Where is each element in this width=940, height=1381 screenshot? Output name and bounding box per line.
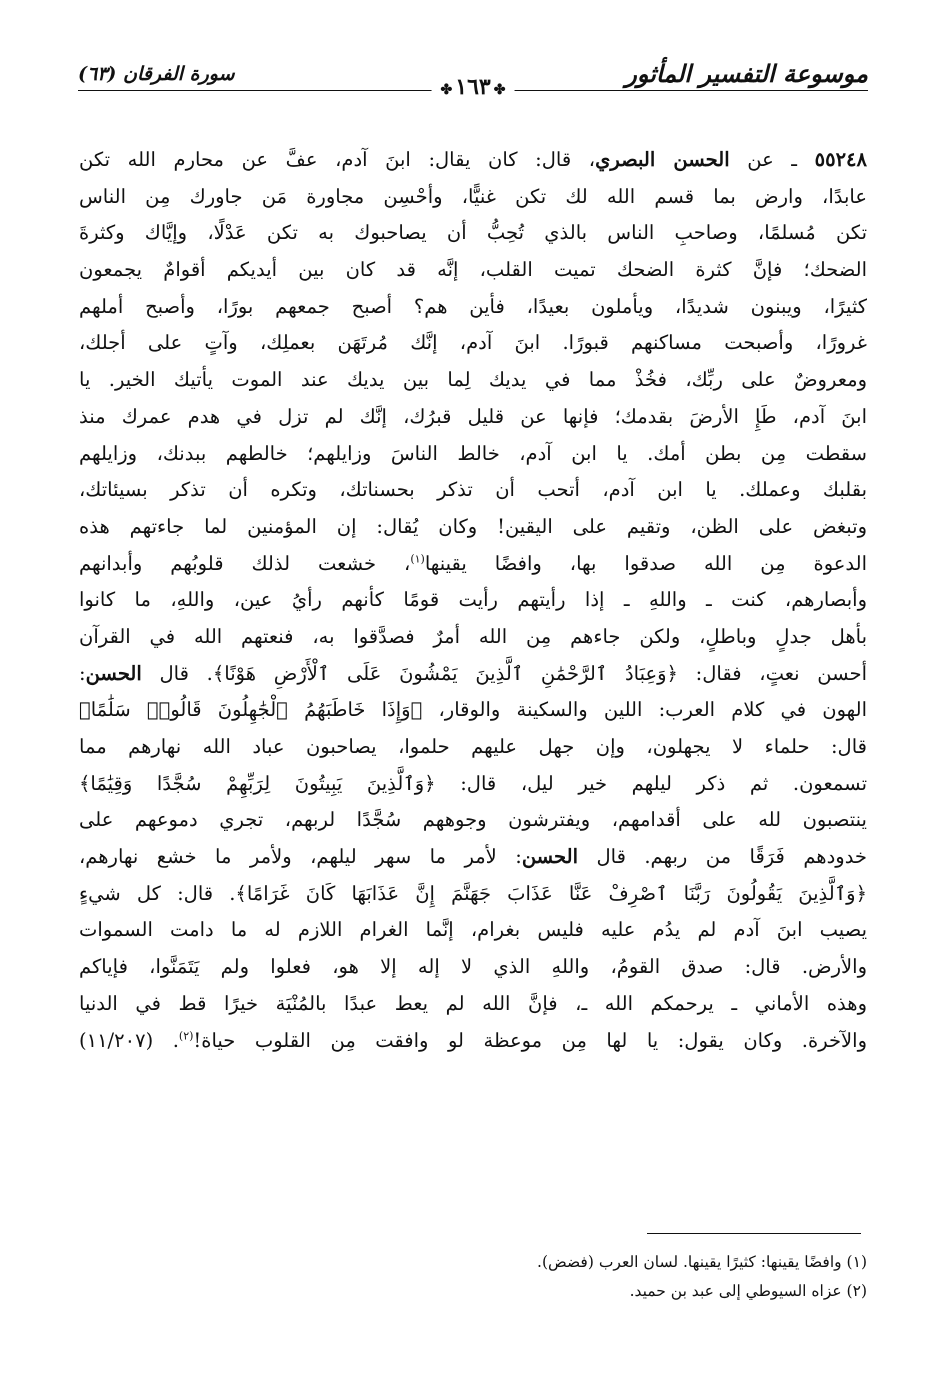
text-line: والآخرة. وكان يقول: يا لها مِن موعظة لو وافقت مِن القلوب حياة!$^{(٢)}$. (١١/٢٠٧) [79,1028,867,1052]
page-number-block [432,72,515,105]
source-citation: (١١/٢٠٧) [79,1028,154,1052]
text-line: وتبغض على الظن، وتقيم على اليقين! وكان يُقال: إن المؤمنين لما جاءتهم هذه [79,514,867,538]
text-line: خدودهم فَرَقًا من ربهم. قال الحسن: لأمر ما سهر ليلهم، ولأمر ما خشع نهارهم، [79,845,867,869]
text-line: بقلبك وعملك. يا ابن آدم، أتحب أن تذكر بحسناتك، وتكره أن تذكر بسيئاتك، [79,478,867,502]
footnote: (٢) عزاه السيوطي إلى عبد بن حميد. [629,1282,867,1300]
text-line: عابدًا، وارض بما قسم الله لك تكن غنيًّا، وأحْسِن مجاورة مَن جاورك مِن الناس [79,184,867,208]
text-line: الهون في كلام العرب: اللين والسكينة والوقار، ﴿وَإِذَا خَاطَبَهُمُ ٱلْجَٰهِلُونَ قَالُوا۟ سَلَٰمًا﴾ [79,698,867,722]
text-line: تكن مُسلمًا، وصاحبِ الناس بالذي تُحِبُّ أن يصاحبوك به تكن عَدْلًا، وإيَّاك وكثرةَ [79,221,867,245]
text-line: غرورًا، وأصبحت مساكنهم قبورًا. ابنَ آدم، إنَّك مُرتَهَن بعملِك، وآتٍ على أجلك، [79,331,867,355]
text-line: قال: حلماء لا يجهلون، وإن جهل عليهم حلموا، يصاحبون عباد الله نهارهم مما [79,735,867,758]
entry-text [79,142,867,1059]
text-line: الدعوة مِن الله صدقوا بها، وافضًا يقينها$^{(١)}$، خشعت لذلك قلوبُهم وأبدانهم [79,551,867,575]
text-line: وهذه الأماني ـ يرحمكم الله ـ، فإنَّ الله لم يعط عبدًا بالمُنْيَة خيرًا قط في الدنيا [79,991,867,1015]
footnote-ref: (٢) [178,1029,194,1042]
entry-dash: ـ عن [729,148,815,171]
text-line: وأبصارهم، كنت ـ واللهِ ـ إذا رأيتهم رأيت قومًا كأنهم رأيُ عين، واللهِ، ما كانوا [79,588,867,612]
text-line: الضحك؛ فإنَّ كثرة الضحك تميت القلب، إنَّه قد كان بين أيديكم أقوامٌ يجمعون [79,258,867,282]
text-line: ومعروضٌ على ربِّك، فخُذْ مما في يديك لِما بين يديك عند الموت يأتيك الخير. يا [79,368,867,392]
footnote-ref: (١) [410,552,425,566]
page-header [78,58,868,104]
text-line: أحسن نعتٍ، فقال: ﴿وَعِبَادُ ٱلرَّحْمَٰنِ ٱلَّذِينَ يَمْشُونَ عَلَى ٱلْأَرْضِ هَوْنًا﴾. قال الحسن: [79,661,867,685]
footnotes [79,1248,867,1306]
ornament-icon: ✤ [493,82,506,98]
surah-label: سورة الفرقان (٦٣) [78,60,243,88]
hasan-label: الحسن [85,661,142,685]
text-line: ابنَ آدم، طَإِ الأرضَ بقدمك؛ فإنها عن قليل قبرُك، إنَّك لم تزل في هدم عمرك منذ [79,404,867,428]
ornament-icon: ✤ [440,82,453,98]
source-name: الحسن البصري [595,148,730,171]
text-line: ينتصبون لله على أقدامهم، ويفترشون وجوههم سُجَّدًا لربهم، تجري دموعهم على [79,808,867,832]
text-line: سقطت مِن بطن أمك. يا ابن آدم، خالط الناسَ وزايلهم؛ خالطهم ببدنك، وزايلهم [79,441,867,465]
page-number: ١٦٣ [455,74,491,100]
text-line: والأرض. قال: صدق القومُ، واللهِ الذي لا إله إلا هو، فعلوا ولم يَتَمَنَّوا، فإياكم [79,955,867,979]
footnote-divider [647,1233,861,1234]
text-line: ﴿وَٱلَّذِينَ يَقُولُونَ رَبَّنَا ٱصْرِفْ عَنَّا عَذَابَ جَهَنَّمَ إِنَّ عَذَابَهَا كَانَ غَرَامًا﴾. قال: كل شيءٍ [79,881,867,905]
footnote: (١) وافضًا يقينها: كثيرًا يقينها. لسان العرب (فضض). [537,1253,867,1271]
entry-number: ٥٥٢٤٨ [814,148,867,171]
text-line: تسمعون. ثم ذكر ليلهم خير ليل، قال: ﴿وَٱلَّذِينَ يَبِيتُونَ لِرَبِّهِمْ سُجَّدًا وَقِيَٰمًا﴾ [79,771,867,795]
text-line: يصيب ابنَ آدم لم يدُم عليه فليس بغرام، إنَّما الغرام اللازم له ما دامت السموات [79,918,867,942]
text-line: ٥٥٢٤٨ ـ عن الحسن البصري، قال: كان يقال: ابنَ آدم، عفَّ عن محارم الله تكن [79,148,867,171]
hasan-label: الحسن [521,845,578,869]
text-line: كثيرًا، ويبنون شديدًا، ويأملون بعيدًا، فأين هم؟ أصبح جمعهم بورًا، وأصبح أملهم [79,294,867,318]
text-line: بأهل جدلٍ وباطلٍ، ولكن جاءهم مِن الله أمرٌ فصدَّقوا به، فنعتهم الله في القرآن [79,624,867,648]
book-title: موسوعة التفسير المأثور [617,58,868,90]
